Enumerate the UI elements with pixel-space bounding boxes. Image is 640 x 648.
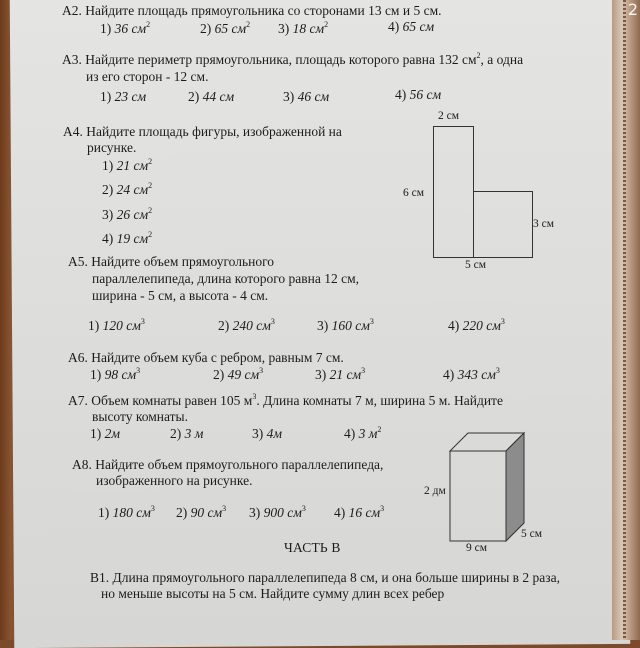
a4-option-4[interactable]: 4) 19 $см^2$ — [102, 230, 153, 246]
question-a8: A8. Найдите объем прямоугольного параллелепипеда, изображенного на рисунке. — [72, 457, 384, 488]
a8-option-1[interactable]: 1) 180 $см^3$ — [98, 504, 155, 520]
a8-label-depth: 5 см — [521, 528, 543, 540]
section-title-part-b: ЧАСТЬ В — [284, 540, 341, 555]
a8-label-width: 9 см — [466, 542, 488, 554]
a4-option-2[interactable]: 2) 24 $см^2$ — [102, 181, 153, 197]
a3-option-4[interactable]: 4) 56 см — [395, 87, 442, 102]
question-number: B1. — [90, 570, 110, 585]
a6-option-2[interactable]: 2) 49 $см^3$ — [213, 366, 264, 382]
question-number: A2. — [62, 3, 82, 18]
a3-option-3[interactable]: 3) 46 см — [283, 89, 330, 104]
a5-option-2[interactable]: 2) 240 $см^3$ — [218, 317, 275, 333]
a5-option-1[interactable]: 1) 120 $см^3$ — [88, 317, 145, 333]
a4-label-bottom: 5 см — [465, 259, 487, 271]
a7-option-1[interactable]: 1) 2м — [90, 426, 120, 441]
question-number: A4. — [63, 124, 83, 139]
a4-label-left: 6 см — [403, 187, 425, 199]
a4-option-1[interactable]: 1) 21 $см^2$ — [102, 157, 153, 173]
question-a6: A6. Найдите объем куба с ребром, равным 7 см. — [68, 350, 344, 365]
question-a4: A4. Найдите площадь фигуры, изображенной на рисунке. — [63, 124, 342, 155]
question-number: A3. — [62, 52, 82, 67]
a2-option-1[interactable]: 1) 36 $см^2$ — [100, 20, 151, 36]
a7-option-4[interactable]: 4) 3 $м^2$ — [344, 425, 382, 441]
question-number: A8. — [72, 457, 92, 472]
a8-option-3[interactable]: 3) 900 $см^3$ — [249, 504, 306, 520]
a6-option-4[interactable]: 4) 343 $см^3$ — [443, 366, 500, 382]
question-number: A5. — [68, 254, 88, 269]
a3-option-1[interactable]: 1) 23 см — [100, 89, 147, 104]
question-a7: A7. Объем комнаты равен 105 $м^3$. Длина комнаты 7 м, ширина 5 м. Найдите высоту комнаты. — [68, 392, 503, 424]
a8-option-4[interactable]: 4) 16 $см^3$ — [334, 504, 385, 520]
question-b1: B1. Длина прямоугольного параллелепипеда 8 см, и она больше ширины в 2 раза, но меньше высоты на 5 см. Найдите сумму длин всех ребер — [90, 570, 560, 601]
a2-option-2[interactable]: 2) 65 $см^2$ — [200, 20, 251, 36]
a2-option-4[interactable]: 4) 65 см — [388, 19, 435, 34]
a3-option-2[interactable]: 2) 44 см — [188, 89, 235, 104]
a5-option-3[interactable]: 3) 160 $см^3$ — [317, 317, 374, 333]
corner-mark: 2 — [627, 0, 638, 19]
a4-label-top: 2 см — [438, 110, 460, 122]
a2-option-3[interactable]: 3) 18 $см^2$ — [278, 20, 329, 36]
a5-option-4[interactable]: 4) 220 $см^3$ — [448, 317, 505, 333]
a6-option-1[interactable]: 1) 98 $см^3$ — [90, 366, 141, 382]
a4-label-right: 3 см — [533, 218, 555, 230]
a7-option-2[interactable]: 2) 3 м — [170, 426, 204, 441]
question-a3: A3. Найдите периметр прямоугольника, площадь которого равна 132 $см^2$, а одна из его сторон - 12 см. — [62, 51, 524, 84]
a8-label-height: 2 дм — [424, 485, 446, 497]
question-a5: A5. Найдите объем прямоугольного параллелепипеда, длина которого равна 12 см, ширина - 5 см, а высота - 4 см. — [68, 254, 360, 303]
question-text: Найдите площадь прямоугольника со сторонами 13 см и 5 см. — [85, 3, 442, 18]
question-number: A7. — [68, 393, 88, 408]
a6-option-3[interactable]: 3) 21 $см^3$ — [315, 366, 366, 382]
a4-option-3[interactable]: 3) 26 $см^2$ — [102, 206, 153, 222]
a8-option-2[interactable]: 2) 90 $см^3$ — [176, 504, 227, 520]
a7-option-3[interactable]: 3) 4м — [252, 426, 282, 441]
question-number: A6. — [68, 350, 88, 365]
